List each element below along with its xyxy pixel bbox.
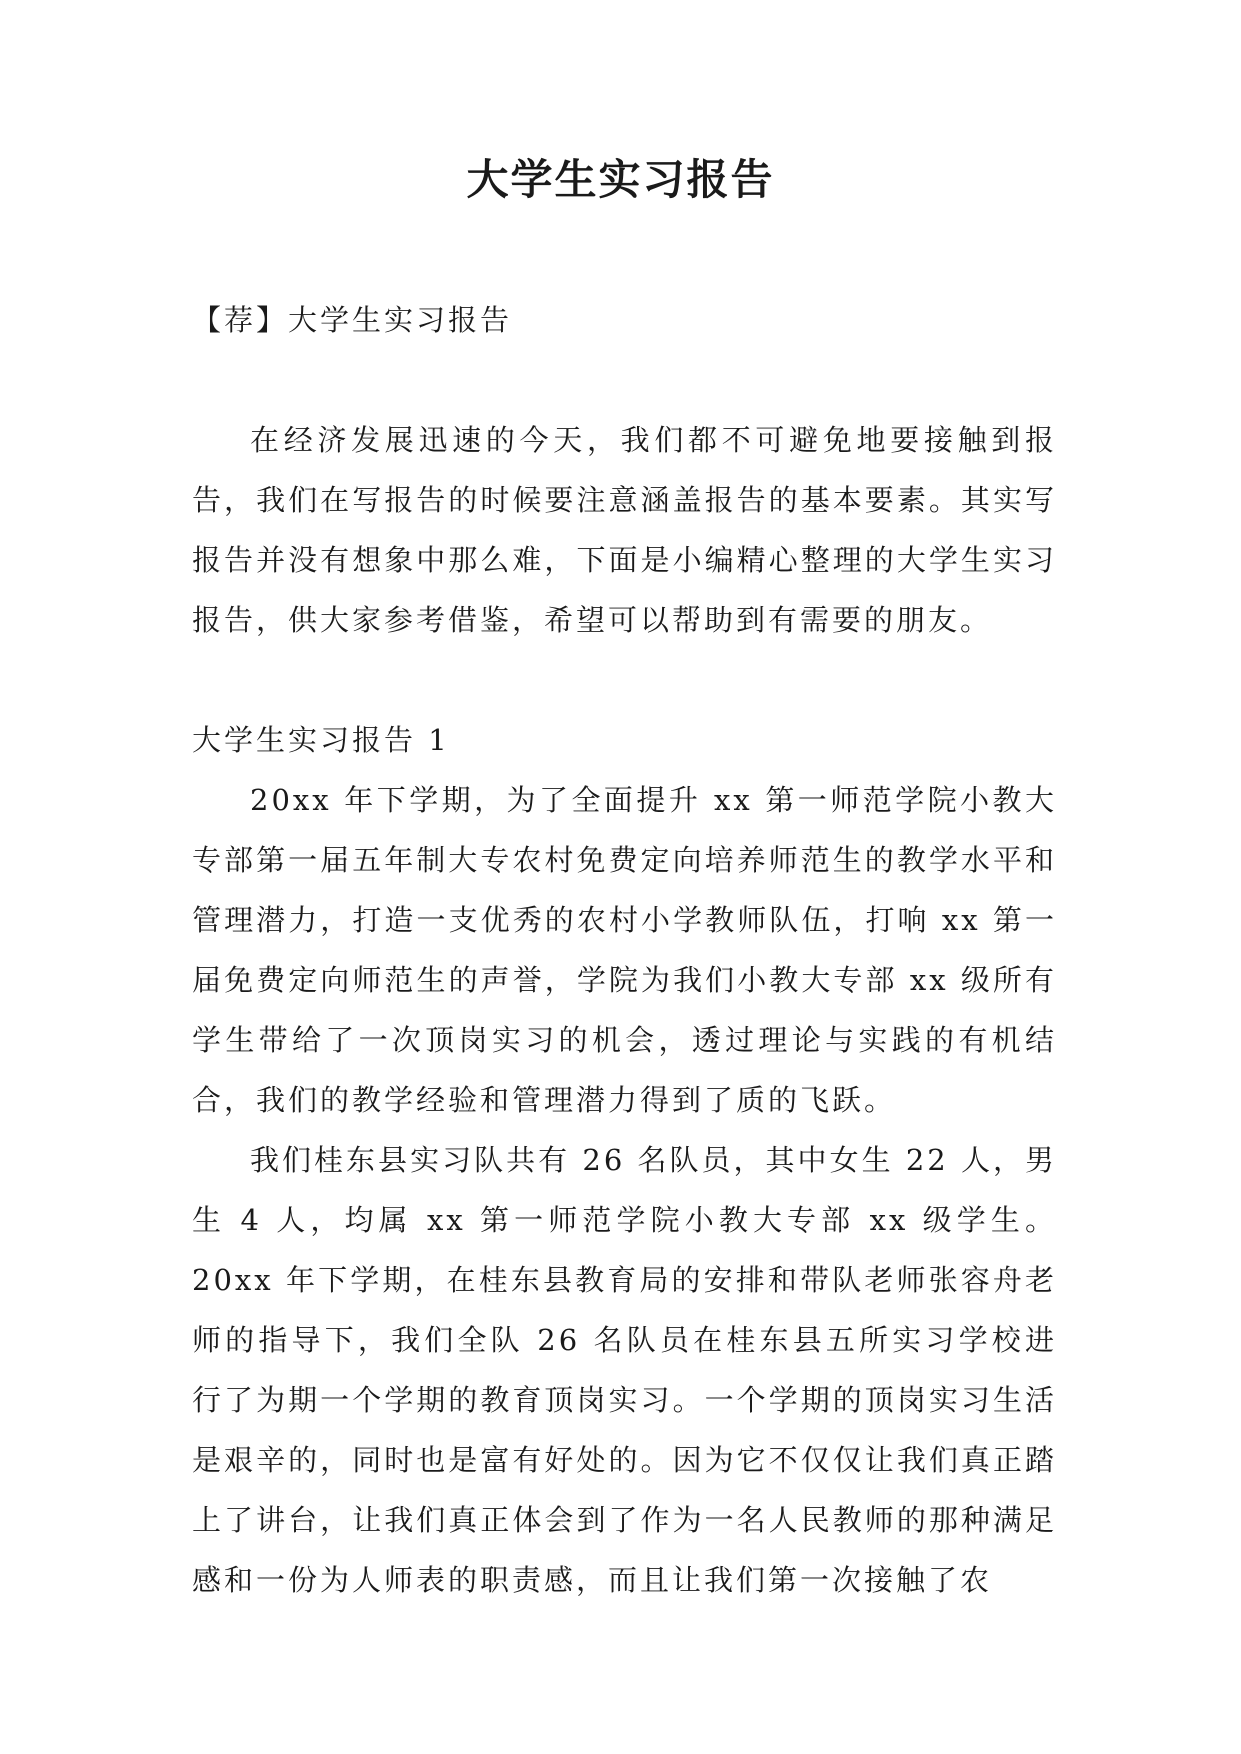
document-body bbox=[192, 290, 1057, 1610]
document-subtitle: 【荐】大学生实习报告 bbox=[192, 303, 513, 337]
body-paragraph: 我们桂东县实习队共有 26 名队员，其中女生 22 人，男生 4 人，均属 xx 第一师范学院小教大专部 xx 级学生。20xx 年下学期，在桂东县教育局的安排和带队老师张容舟老师的指导下，我们全队 26 名队员在桂东县五所实习学校进行了为期一个学期的教育顶岗实习。一个学期的顶岗实习生活是艰辛的，同时也是富有好处的。因为它不仅仅让我们真正踏上了讲台，让我们真正体会到了作为一名人民教师的那种满足感和一份为人师表的职责感，而且让我们第一次接触了农 bbox=[192, 1143, 1057, 1597]
section-heading: 大学生实习报告 1 bbox=[192, 723, 450, 757]
intro-paragraph: 在经济发展迅速的今天，我们都不可避免地要接触到报告，我们在写报告的时候要注意涵盖报告的基本要素。其实写报告并没有想象中那么难，下面是小编精心整理的大学生实习报告，供大家参考借鉴，希望可以帮助到有需要的朋友。 bbox=[192, 423, 1057, 637]
document-title: 大学生实习报告 bbox=[466, 155, 775, 204]
spacer bbox=[192, 650, 1057, 710]
body-paragraph: 20xx 年下学期，为了全面提升 xx 第一师范学院小教大专部第一届五年制大专农村免费定向培养师范生的教学水平和管理潜力，打造一支优秀的农村小学教师队伍，打响 xx 第一届免费定向师范生的声誉，学院为我们小教大专部 xx 级所有学生带给了一次顶岗实习的机会，透过理论与实践的有机结合，我们的教学经验和管理潜力得到了质的飞跃。 bbox=[192, 783, 1057, 1117]
spacer bbox=[192, 350, 1057, 410]
